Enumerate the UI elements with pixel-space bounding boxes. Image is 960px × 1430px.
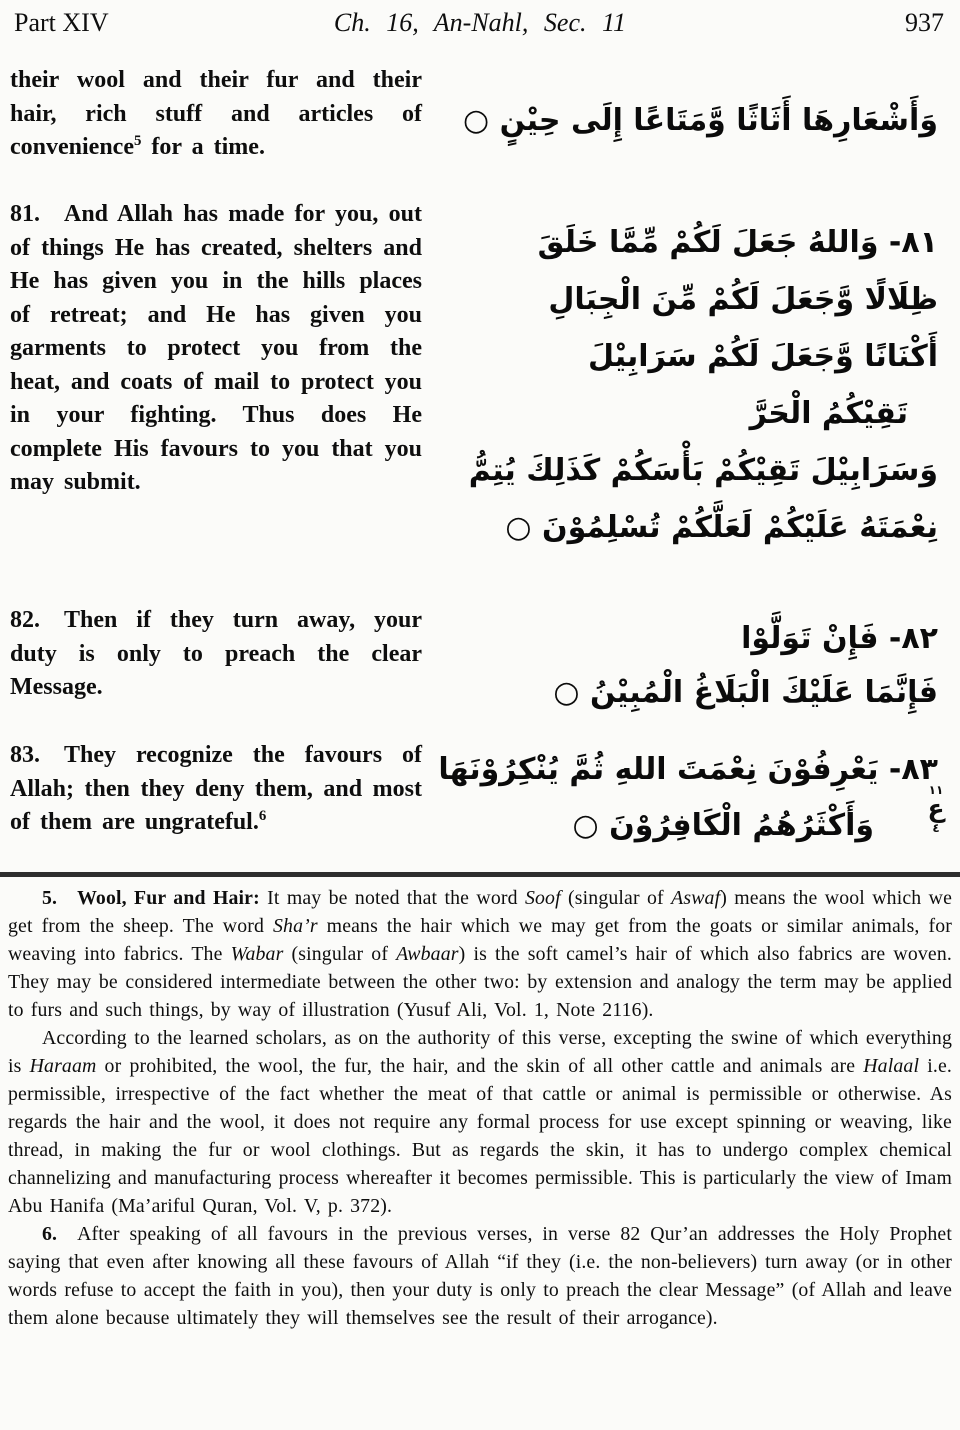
english-verse-82: 82. Then if they turn away, your duty is only to preach the clear Message. (10, 607, 422, 700)
arabic-verse-81: ٨١- وَاللهُ جَعَلَ لَكُمْ مِّمَّا خَلَقَ ظِلَالًا وَّجَعَلَ لَكُمْ مِّنَ الْجِبَالِ أَكْنَانًا وَّجَعَلَ لَكُمْ سَرَابِيْلَ تَقِيْكُمُ الْحَرَّ وَسَرَابِيْلَ تَقِيْكُمْ بَأْسَكُمْ كَذَلِكَ يُتِمُّ نِعْمَتَهُ عَلَيْكُمْ لَعَلَّكُمْ تُسْلِمُوْنَ ○ (468, 225, 938, 545)
ruku-number-bottom: ٤ (932, 821, 940, 835)
footnote-5-para-2: According to the learned scholars, as on the authority of this verse, excepting the swine of which everything is Haraam or prohibited, the wool, the fur, the hair, and the skin of all other cattle and animals are Halaal i.e. permissible, irrespective of the fact whether the meat of that cattle or animal is permissible or otherwise. As regards the hair and the wool, it does not require any formal process for use except spinning or weaving, like thread, in making the fur or wool clothings. But as regards the skin, it has to undergo complex chemical channelizing and manufacturing process whereafter it becomes permissible. This is particularly the view of Imam Abu Hanifa (Ma’ariful Quran, Vol. V, p. 372). (8, 1027, 952, 1217)
footnote-5-para-1: 5. Wool, Fur and Hair: It may be noted that the word Soof (singular of Aswaf) means the wool which we get from the sheep. The word Sha’r means the hair which we may get from the goats or similar animals, for weaving into fabrics. The Wabar (singular of Awbaar) is the soft camel’s hair of which also fabrics are woven. They may be considered intermediate between the other two: by extension and analogy the term may be applied to furs and such things, by way of illustration (Yusuf Ali, Vol. 1, Note 2116). (8, 887, 953, 1021)
ruku-number-top: ١١ (928, 783, 944, 797)
english-verse-80-continuation: their wool and their fur and their hair, rich stuff and articles of convenience$^5$ for a time. (10, 67, 422, 160)
english-verse-83: 83. They recognize the favours of Allah; then they deny them, and most of them are ungrateful.$^6$ (10, 742, 422, 835)
footnotes-section (8, 884, 952, 1332)
english-verse-81: 81. And Allah has made for you, out of things He has created, shelters and He has given you in the hills places of retreat; and He has given you garments to protect you from the heat, and coats of mail to protect you in your fighting. Thus does He complete His favours to you that you may submit. (10, 201, 422, 495)
ruku-marker (918, 784, 954, 834)
chapter-heading: Ch. 16, An-Nahl, Sec. 11 (333, 8, 627, 37)
footnote-separator-rule (0, 872, 960, 877)
arabic-verse-82: ٨٢- فَإِنْ تَوَلَّوْا فَإِنَّمَا عَلَيْكَ الْبَلَاغُ الْمُبِيْنُ ○ (553, 621, 938, 710)
ruku-ain-icon: ع (927, 794, 945, 823)
arabic-verse-80-end: وَأَشْعَارِهَا أَثَاثًا وَّمَتَاعًا إِلَى حِيْنٍ ○ (463, 103, 938, 138)
footnote-6: 6. After speaking of all favours in the previous verses, in verse 82 Qur’an addresses the Holy Prophet saying that even after knowing all these favours of Allah “if they (i.e. the non-believers) turn away (or in other words refuse to accept the faith in you), then your duty is only to preach the clear Message” (of Allah and leave them alone because ultimately they will themselves see the result of their arrogance). (8, 1223, 952, 1329)
arabic-verse-83: ٨٣- يَعْرِفُوْنَ نِعْمَتَ اللهِ ثُمَّ يُنْكِرُوْنَهَا وَأَكْثَرُهُمُ الْكَافِرُوْنَ ○ (438, 752, 938, 843)
part-label: Part XIV (14, 8, 109, 37)
page-number: 937 (905, 8, 944, 37)
